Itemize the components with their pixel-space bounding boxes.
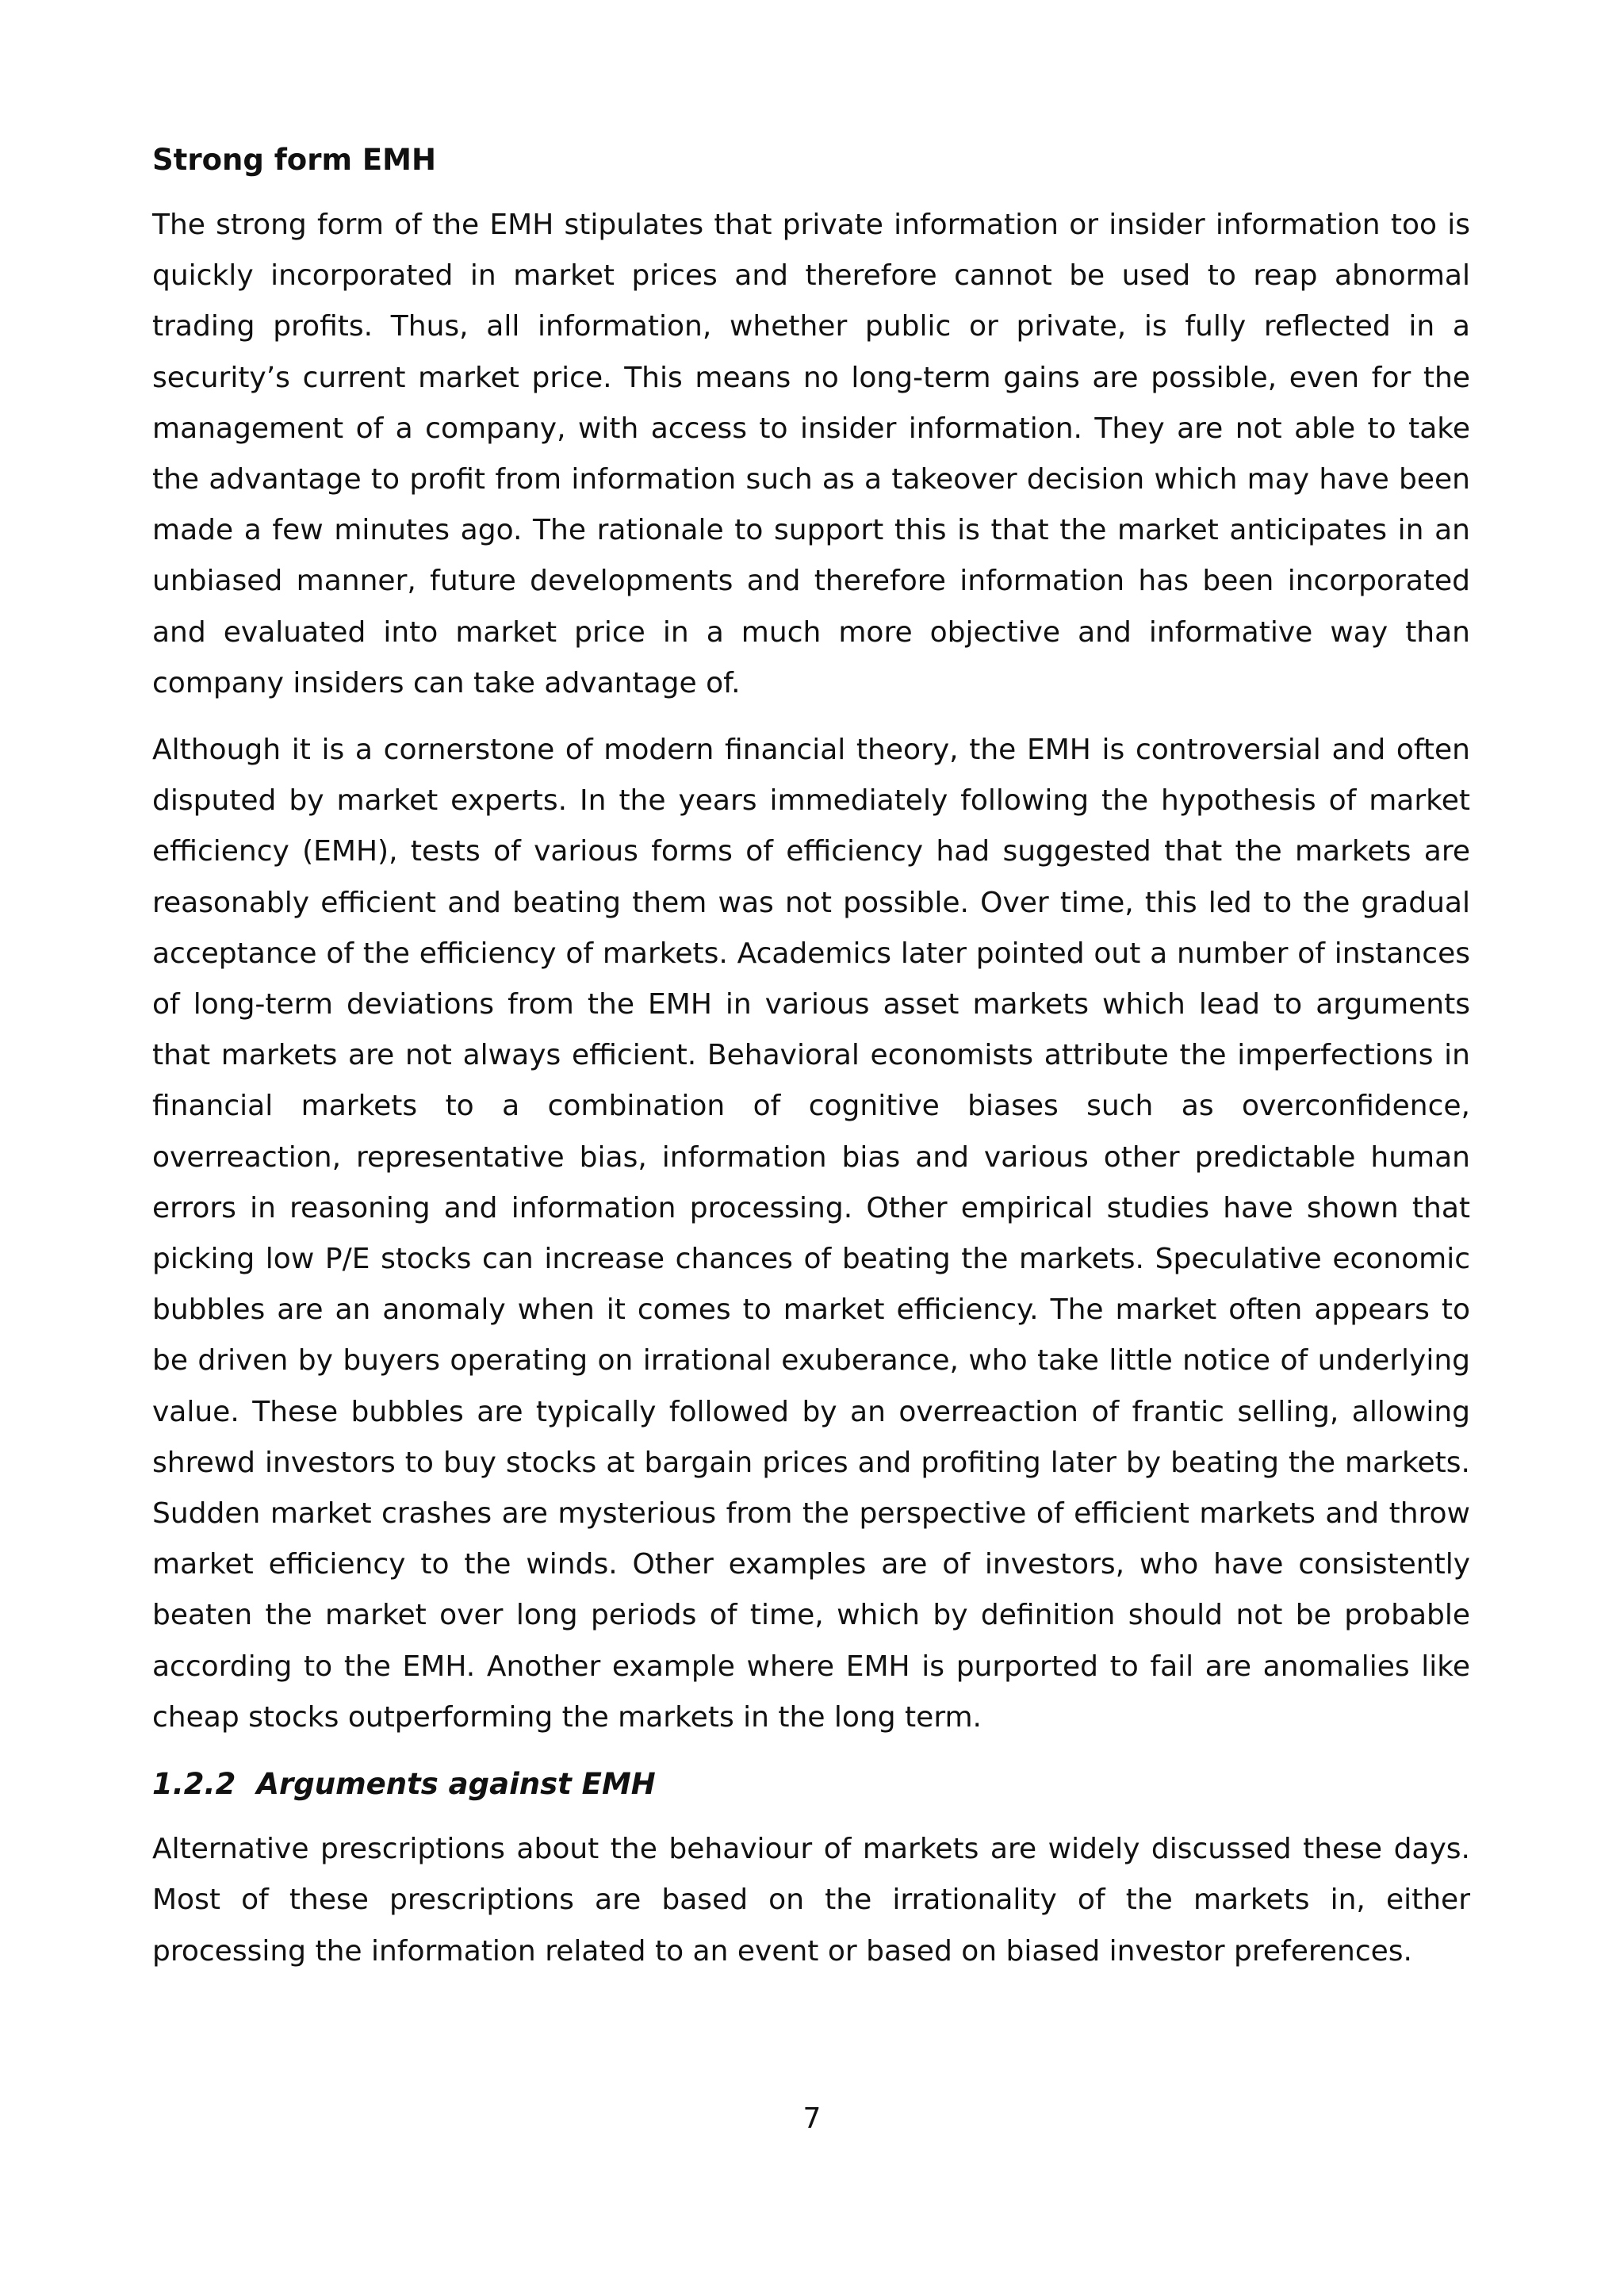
section-heading: Strong form EMH xyxy=(152,143,436,177)
subsection-title: Arguments against EMH xyxy=(256,1767,656,1802)
paragraph-strong-form: The strong form of the EMH stipulates that private information or insider information too is quickly incorporated in market prices and therefore cannot be used to reap abnormal trading profits. Thus, all information, whether public or private, is fully reflected in a security’s current market price. This means no long-term gains are possible, even for the management of a company, with access to insider information. They are not able to take the advantage to profit from information such as a takeover decision which may have been made a few minutes ago. The rationale to support this is that the market anticipates in an unbiased manner, future developments and therefore information has been incorporated and evaluated into market price in a much more objective and informative way than company insiders can take advantage of. xyxy=(152,209,1470,699)
paragraph-arguments-against: Alternative prescriptions about the behaviour of markets are widely discussed these days. Most of these prescriptions are based on the irrationality of the markets in, either processing the information related to an event or based on biased investor preferences. xyxy=(152,1833,1470,1968)
subsection-number: 1.2.2 xyxy=(152,1767,236,1802)
page-number: 7 xyxy=(802,2102,822,2135)
subsection-heading xyxy=(152,1759,1470,1810)
document-page xyxy=(152,135,1470,1993)
paragraph-emh-controversy: Although it is a cornerstone of modern financial theory, the EMH is controversial and often disputed by market experts. In the years immediately following the hypothesis of market efficiency (EMH), tests of various forms of efficiency had suggested that the markets are reasonably efficient and beating them was not possible. Over time, this led to the gradual acceptance of the efficiency of markets. Academics later pointed out a number of instances of long-term deviations from the EMH in various asset markets which lead to arguments that markets are not always efficient. Behavioral economists attribute the imperfections in financial markets to a combination of cognitive biases such as overconfidence, overreaction, representative bias, information bias and various other predictable human errors in reasoning and information processing. Other empirical studies have shown that picking low P/E stocks can increase chances of beating the markets. Speculative economic bubbles are an anomaly when it comes to market efficiency. The market often appears to be driven by buyers operating on irrational exuberance, who take little notice of underlying value. These bubbles are typically followed by an overreaction of frantic selling, allowing shrewd investors to buy stocks at bargain prices and profiting later by beating the markets. Sudden market crashes are mysterious from the perspective of efficient markets and throw market efficiency to the winds. Other examples are of investors, who have consistently beaten the market over long periods of time, which by definition should not be probable according to the EMH. Another example where EMH is purported to fail are anomalies like cheap stocks outperforming the markets in the long term. xyxy=(152,734,1470,1734)
